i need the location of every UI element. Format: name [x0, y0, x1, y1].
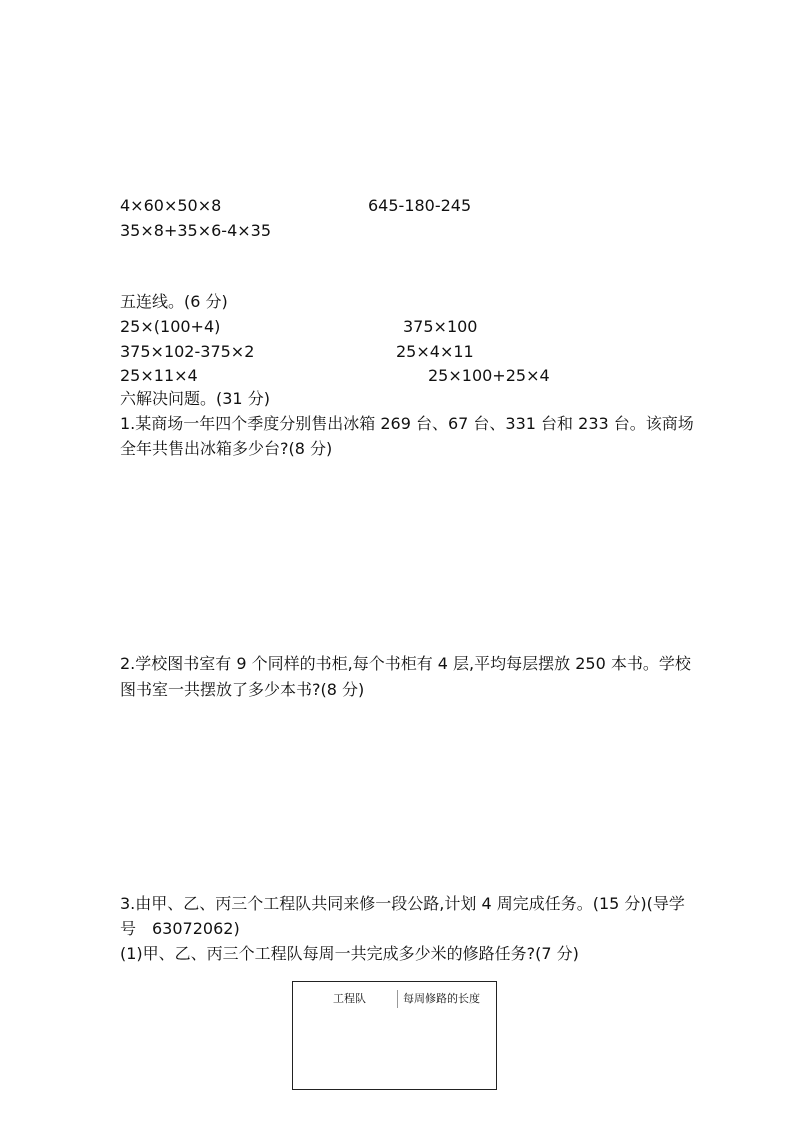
match-left-2: 375×102-375×2: [120, 342, 255, 361]
section5-title: 五连线。(6 分): [120, 292, 228, 311]
q3-sub1: (1)甲、乙、丙三个工程队每周一共完成多少米的修路任务?(7 分): [120, 944, 579, 963]
match-left-3: 25×11×4: [120, 366, 198, 385]
match-right-3: 25×100+25×4: [428, 366, 550, 385]
expr-a: 4×60×50×8: [120, 196, 222, 215]
q2-line2: 图书室一共摆放了多少本书?(8 分): [120, 680, 365, 699]
q1-line2: 全年共售出冰箱多少台?(8 分): [120, 439, 333, 458]
match-left-1: 25×(100+4): [120, 317, 221, 336]
table-header-team: 工程队: [333, 992, 366, 1005]
q2-line1: 2.学校图书室有 9 个同样的书柜,每个书柜有 4 层,平均每层摆放 250 本书。学校: [120, 654, 691, 673]
q3-line2: 号 63072062): [120, 919, 240, 938]
section6-title: 六解决问题。(31 分): [120, 389, 270, 408]
table-header-length: 每周修路的长度: [403, 992, 480, 1005]
q1-line1: 1.某商场一年四个季度分别售出冰箱 269 台、67 台、331 台和 233 台。该商场: [120, 414, 694, 433]
table-divider: [397, 990, 398, 1008]
answer-table: [292, 981, 497, 1090]
expr-c: 35×8+35×6-4×35: [120, 221, 272, 240]
expr-b: 645-180-245: [368, 196, 472, 215]
match-right-1: 375×100: [403, 317, 478, 336]
match-right-2: 25×4×11: [396, 342, 474, 361]
q3-line1: 3.由甲、乙、丙三个工程队共同来修一段公路,计划 4 周完成任务。(15 分)(导学: [120, 894, 685, 913]
